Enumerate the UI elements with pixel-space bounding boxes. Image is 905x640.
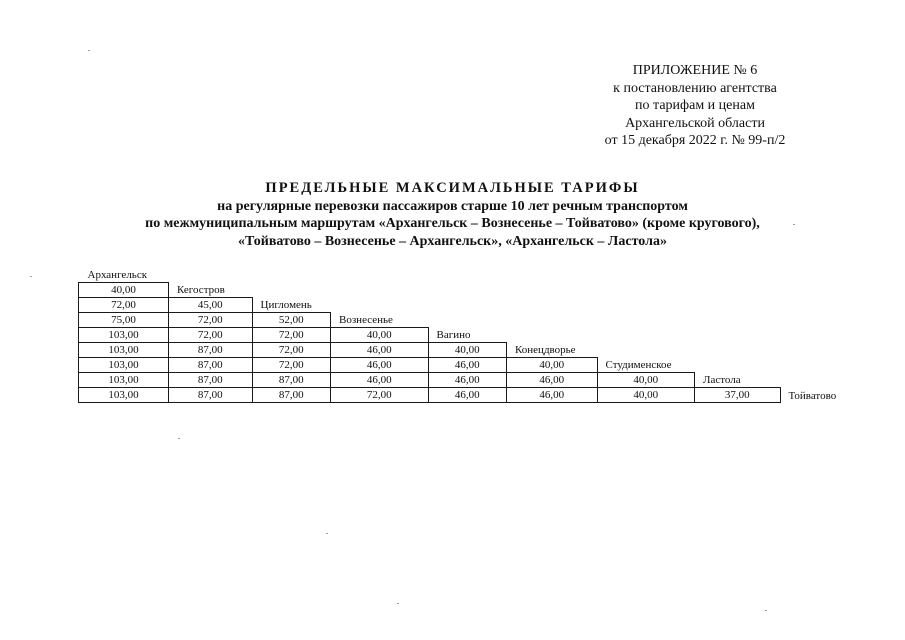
tariff-cell: 45,00: [169, 298, 253, 313]
empty-cell: [597, 328, 695, 343]
empty-cell: [428, 283, 507, 298]
empty-cell: [252, 283, 331, 298]
tariff-cell: 46,00: [507, 388, 598, 403]
tariff-cell: 87,00: [252, 373, 331, 388]
stop-label: Вагино: [436, 329, 471, 341]
empty-cell: [507, 268, 598, 283]
tariff-cell: 40,00: [597, 373, 695, 388]
tariff-cell: 87,00: [169, 343, 253, 358]
tariff-cell: 46,00: [331, 373, 429, 388]
tariff-cell: 87,00: [169, 388, 253, 403]
annex-line-2: к постановлению агентства: [613, 80, 777, 96]
empty-cell: [507, 313, 598, 328]
empty-cell: [695, 283, 781, 298]
tariff-cell: 72,00: [252, 343, 331, 358]
empty-cell: [597, 343, 695, 358]
table-row: [79, 373, 862, 388]
tariff-table-wrapper: [78, 268, 862, 403]
empty-cell: [695, 313, 781, 328]
stop-label-row: [79, 268, 862, 283]
scan-speck: [326, 533, 328, 534]
title-line-4: «Тойватово – Вознесенье – Архангельск», «Архангельск – Ластола»: [238, 233, 667, 249]
empty-cell: [331, 268, 429, 283]
table-row: [79, 343, 862, 358]
tariff-cell: 103,00: [79, 358, 169, 373]
annex-line-4: Архангельской области: [625, 115, 765, 131]
tariff-cell: 46,00: [331, 343, 429, 358]
tariff-cell: 52,00: [252, 313, 331, 328]
tariff-cell: 87,00: [252, 388, 331, 403]
table-row: [79, 358, 862, 373]
scan-speck: [793, 224, 795, 225]
empty-cell: [597, 313, 695, 328]
tariff-cell: 72,00: [79, 298, 169, 313]
empty-cell: [507, 298, 598, 313]
stop-label: Архангельск: [87, 269, 148, 281]
empty-cell: [169, 268, 253, 283]
empty-cell: [695, 298, 781, 313]
tariff-cell: 40,00: [597, 388, 695, 403]
empty-cell: [507, 283, 598, 298]
empty-cell: [695, 328, 781, 343]
scan-speck: [765, 610, 767, 611]
stop-label: Цигломень: [260, 299, 312, 311]
stop-label: Вознесенье: [339, 314, 393, 326]
table-row: [79, 388, 862, 403]
tariff-cell: 40,00: [428, 343, 507, 358]
tariff-cell: 87,00: [169, 358, 253, 373]
empty-cell: [780, 358, 862, 373]
table-row: [79, 283, 862, 298]
tariff-cell: 40,00: [507, 358, 598, 373]
empty-cell: [695, 358, 781, 373]
table-row: [79, 328, 862, 343]
empty-cell: [597, 268, 695, 283]
tariff-cell: 72,00: [252, 358, 331, 373]
empty-cell: [780, 298, 862, 313]
annex-line-3: по тарифам и ценам: [635, 98, 755, 113]
tariff-table: [78, 268, 862, 403]
empty-cell: [780, 283, 862, 298]
scan-speck: [30, 276, 32, 277]
empty-cell: [331, 283, 429, 298]
table-row: [79, 313, 862, 328]
annex-number: ПРИЛОЖЕНИЕ № 6: [632, 63, 758, 78]
tariff-cell: 40,00: [79, 283, 169, 298]
stop-label: Конецдворье: [515, 344, 576, 356]
empty-cell: [780, 373, 862, 388]
title-main: ПРЕДЕЛЬНЫЕ МАКСИМАЛЬНЫЕ ТАРИФЫ: [265, 180, 640, 196]
empty-cell: [780, 343, 862, 358]
tariff-cell: 46,00: [428, 388, 507, 403]
scan-speck: [397, 603, 399, 604]
stop-label: Ластола: [703, 374, 741, 386]
tariff-cell: 72,00: [331, 388, 429, 403]
tariff-cell: 103,00: [79, 328, 169, 343]
empty-cell: [695, 343, 781, 358]
empty-cell: [597, 283, 695, 298]
stop-label: Кегостров: [177, 284, 225, 296]
empty-cell: [428, 313, 507, 328]
tariff-cell: 87,00: [169, 373, 253, 388]
table-row: [79, 298, 862, 313]
empty-cell: [780, 313, 862, 328]
stop-label: Тойватово: [788, 389, 837, 402]
scan-speck: [178, 438, 180, 439]
tariff-cell: 72,00: [169, 328, 253, 343]
stop-label: Студименское: [605, 359, 672, 371]
scan-speck: [88, 50, 90, 51]
tariff-cell: 75,00: [79, 313, 169, 328]
tariff-cell: 72,00: [169, 313, 253, 328]
empty-cell: [331, 298, 429, 313]
tariff-cell: 103,00: [79, 373, 169, 388]
empty-cell: [780, 268, 862, 283]
tariff-cell: 46,00: [428, 373, 507, 388]
tariff-cell: 103,00: [79, 388, 169, 403]
empty-cell: [428, 298, 507, 313]
tariff-cell: 103,00: [79, 343, 169, 358]
tariff-cell: 46,00: [507, 373, 598, 388]
empty-cell: [507, 328, 598, 343]
document-title: [0, 180, 905, 250]
tariff-cell: 72,00: [252, 328, 331, 343]
empty-cell: [780, 328, 862, 343]
tariff-cell: 37,00: [695, 388, 781, 403]
annex-header: [565, 62, 825, 150]
empty-cell: [428, 268, 507, 283]
title-line-3: по межмуниципальным маршрутам «Архангельск – Вознесенье – Тойватово» (кроме кругового),: [145, 216, 760, 231]
tariff-cell: 46,00: [428, 358, 507, 373]
empty-cell: [597, 298, 695, 313]
annex-date: от 15 декабря 2022 г. № 99-п/2: [604, 133, 786, 148]
empty-cell: [252, 268, 331, 283]
tariff-cell: 40,00: [331, 328, 429, 343]
tariff-cell: 46,00: [331, 358, 429, 373]
title-line-2: на регулярные перевозки пассажиров старше 10 лет речным транспортом: [217, 198, 688, 214]
empty-cell: [695, 268, 781, 283]
